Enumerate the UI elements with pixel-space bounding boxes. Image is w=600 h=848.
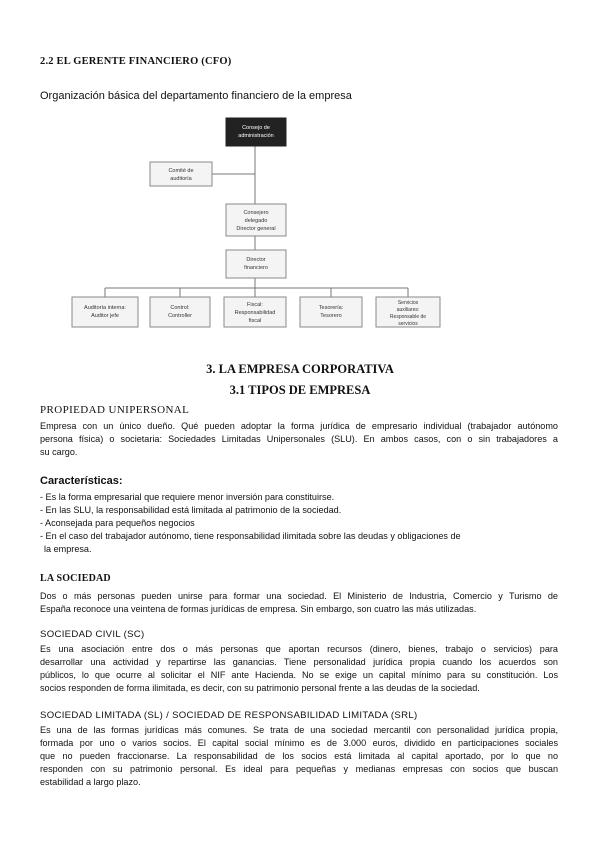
paragraph-line: Es una de las formas jurídicas más comunes. Se trata de una sociedad mercantil con personalidad jurídica propia,	[40, 725, 558, 735]
org-box-tax-line-3: fiscal	[248, 318, 262, 324]
unipersonal-paragraph	[40, 420, 558, 459]
org-box-cfo	[226, 250, 286, 278]
caracteristicas-title: Características:	[40, 475, 123, 487]
org-chart-subtitle: Organización básica del departamento financiero de la empresa	[40, 90, 352, 102]
list-item: - Aconsejada para pequeños negocios	[40, 518, 195, 528]
sociedad-civil-paragraph	[40, 643, 558, 695]
org-box-tax-line-2: Responsabilidad	[234, 310, 276, 316]
sociedad-limitada-title: SOCIEDAD LIMITADA (SL) / SOCIEDAD DE RESPONSABILIDAD LIMITADA (SRL)	[40, 710, 418, 721]
paragraph-line: España reconoce una veintena de formas jurídicas de empresa. Sin embargo, son cuatro las más utilizadas.	[40, 604, 477, 614]
org-box-internal-audit-line-2: Auditor jefe	[91, 313, 119, 319]
org-box-auxiliary-line-3: Responsable de	[389, 314, 427, 320]
org-box-ceo-line-1: Consejero	[243, 210, 269, 216]
paragraph-line: Empresa con un único dueño. Qué pueden adoptar la forma jurídica de empresario individual (trabajador autónomo	[40, 421, 558, 431]
org-box-control-line-2: Controller	[168, 313, 192, 319]
paragraph-line: responden con su patrimonio personal. Es ideal para pequeñas y medianas empresas con socios que buscan	[40, 764, 558, 774]
paragraph-line: Es una asociación entre dos o más personas que aportan recursos (dinero, bienes, trabajo o servicios) para	[40, 644, 558, 654]
paragraph-line: públicos, lo que ocurre al solicitar el NIF ante Hacienda. No se exige un capital mínimo para su constitución. Los	[40, 670, 558, 680]
list-item: - En el caso del trabajador autónomo, tiene responsabilidad ilimitada sobre las deudas y obligaciones de	[40, 531, 461, 541]
list-item: - Es la forma empresarial que requiere menor inversión para constituirse.	[40, 492, 335, 502]
paragraph-line: Dos o más personas pueden unirse para formar una sociedad. El Ministerio de Industria, Comercio y Turismo de	[40, 591, 558, 601]
org-box-auxiliary-line-4: servicios	[398, 321, 418, 327]
org-box-board	[226, 118, 286, 146]
paragraph-line: persona física) o societaria: Sociedades Limitadas Unipersonales (SLU). En ambos casos, con o sin trabajadores a	[40, 434, 558, 444]
org-box-audit-committee	[150, 162, 212, 186]
section-heading-cfo: 2.2 EL GERENTE FINANCIERO (CFO)	[40, 56, 232, 67]
paragraph-line: desarrollar una actividad y repartirse las ganancias. Tiene personalidad jurídica propia cuando los acuerdos son	[40, 657, 558, 667]
paragraph-line: que no pueden fraccionarse. La responsabilidad de los socios está limitada al capital aportado, por lo que no	[40, 751, 558, 761]
list-item: - En las SLU, la responsabilidad está limitada al patrimonio de la sociedad.	[40, 505, 342, 515]
paragraph-line: estabilidad a largo plazo.	[40, 777, 141, 787]
paragraph-line: formada por uno o varios socios. El capital social mínimo es de 3.000 euros, dividido en participaciones sociales	[40, 738, 558, 748]
paragraph-line: socios responden de forma ilimitada, es decir, con su patrimonio personal frente a las deudas de la sociedad.	[40, 683, 480, 693]
section-3-title: 3. LA EMPRESA CORPORATIVA	[206, 362, 394, 376]
org-chart	[0, 110, 600, 340]
sociedad-paragraph	[40, 590, 558, 616]
org-box-control	[150, 297, 210, 327]
org-box-treasury-line-2: Tesorero	[320, 313, 342, 319]
org-box-ceo-line-3: Director general	[236, 226, 276, 232]
org-box-treasury	[300, 297, 362, 327]
org-box-cfo-line-1: Director	[246, 257, 266, 263]
org-box-board-line-1: Consejo de	[242, 125, 270, 131]
org-box-auxiliary-services	[376, 297, 440, 327]
org-box-audit-committee-line-1: Comité de	[168, 168, 194, 174]
org-box-ceo-line-2: delegado	[244, 218, 268, 224]
section-3-1-title: 3.1 TIPOS DE EMPRESA	[229, 383, 371, 397]
org-box-internal-audit-line-1: Auditoría interna:	[84, 305, 126, 311]
unipersonal-title: PROPIEDAD UNIPERSONAL	[40, 404, 190, 416]
org-box-auxiliary-line-1: Servicios	[397, 300, 419, 306]
sociedad-civil-title: SOCIEDAD CIVIL (SC)	[40, 629, 145, 640]
org-box-auxiliary-line-2: auxiliares:	[396, 307, 420, 313]
org-box-tax-line-1: Fiscal:	[247, 302, 263, 308]
org-box-control-line-1: Control:	[170, 305, 190, 311]
org-box-audit-committee-line-2: auditoría	[170, 176, 192, 182]
org-box-ceo	[226, 204, 286, 236]
list-item: la empresa.	[44, 544, 92, 554]
org-box-cfo-line-2: financiero	[244, 265, 268, 271]
org-box-internal-audit	[72, 297, 138, 327]
org-box-tax	[224, 297, 286, 327]
org-box-treasury-line-1: Tesorería:	[318, 305, 344, 311]
sociedad-title: LA SOCIEDAD	[40, 573, 111, 584]
paragraph-line: su cargo.	[40, 447, 78, 457]
sociedad-limitada-paragraph	[40, 724, 558, 789]
org-box-board-line-2: administración	[238, 133, 274, 139]
caracteristicas-list	[40, 491, 461, 556]
